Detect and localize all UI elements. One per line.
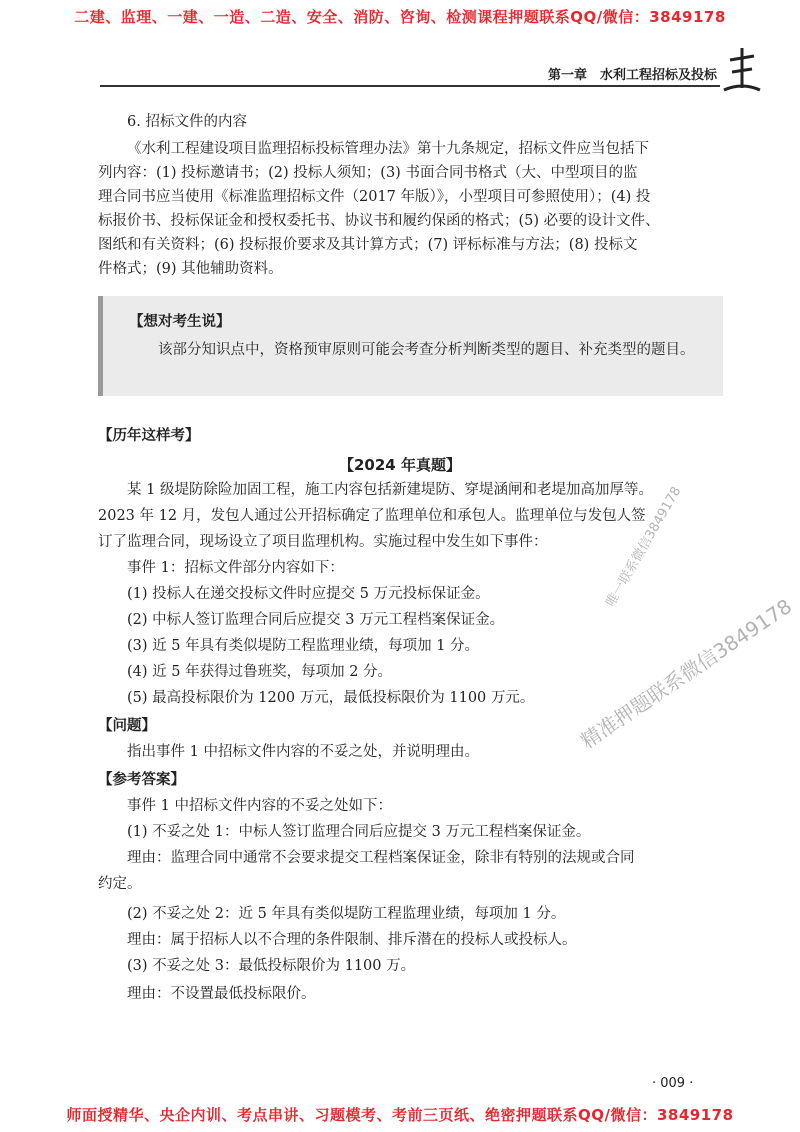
case-line: 2023 年 12 月，发包人通过公开招标确定了监理单位和承包人。监理单位与发包人签 — [98, 508, 646, 524]
section-6-line: 理合同书应当使用《标准监理招标文件（2017 年版）》，小型项目可参照使用）；(4) 投 — [98, 189, 651, 205]
case-line: (5) 最高投标限价为 1200 万元，最低投标限价为 1100 万元。 — [98, 690, 535, 706]
note-box — [98, 296, 723, 396]
section-6 — [98, 110, 718, 281]
answer-line: 理由：监理合同中通常不会要求提交工程档案保证金，除非有特别的法规或合同 — [98, 850, 635, 866]
answer-line: 理由：属于招标人以不合理的条件限制、排斥潜在的投标人或投标人。 — [98, 932, 577, 948]
bottom-promo-banner: 师面授精华、央企内训、考点串讲、习题模考、考前三页纸、绝密押题联系QQ/微信：3849178 — [66, 1106, 734, 1124]
answer-tag: 【参考答案】 — [98, 772, 185, 788]
answer-line: (2) 不妥之处 2：近 5 年具有类似堤防工程监理业绩，每项加 1 分。 — [98, 906, 566, 922]
case-line: (4) 近 5 年获得过鲁班奖，每项加 2 分。 — [98, 664, 393, 680]
case-line: 事件 1：招标文件部分内容如下： — [98, 560, 344, 576]
section-6-line: 《水利工程建设项目监理招标投标管理办法》第十九条规定，招标文件应当包括下 — [127, 141, 649, 157]
exam-title: 【2024 年真题】 — [339, 456, 461, 474]
answer-line: (3) 不妥之处 3：最低投标限价为 1100 万。 — [98, 958, 416, 974]
answer-line: 事件 1 中招标文件内容的不妥之处如下： — [98, 798, 392, 814]
answer-line: 约定。 — [98, 876, 142, 892]
case-line: 某 1 级堤防除险加固工程，施工内容包括新建堤防、穿堤涵闸和老堤加高加厚等。 — [98, 482, 653, 498]
answer-line: (1) 不妥之处 1：中标人签订监理合同后应提交 3 万元工程档案保证金。 — [98, 824, 591, 840]
case-line: 订了监理合同，现场设立了项目监理机构。实施过程中发生如下事件： — [98, 534, 548, 550]
section-6-line: 列内容：(1) 投标邀请书；(2) 投标人须知；(3) 书面合同书格式（大、中型项目的监 — [98, 165, 638, 181]
note-body: 该部分知识点中，资格预审原则可能会考查分析判断类型的题目、补充类型的题目。 — [158, 342, 695, 358]
section-6-line: 标报价书、投标保证金和授权委托书、协议书和履约保函的格式；(5) 必要的设计文件、 — [98, 213, 660, 229]
section-6-line: 图纸和有关资料；(6) 投标报价要求及其计算方式；(7) 评标标准与方法；(8) 投标文 — [98, 237, 638, 253]
watermark-small: 唯一联系微信3849178 — [603, 484, 685, 610]
header-rule — [100, 85, 720, 87]
note-title: 【想对考生说】 — [129, 314, 231, 330]
book-logo-icon — [722, 44, 762, 94]
watermark-large: 精准押题联系微信3849178 — [576, 594, 797, 754]
section-6-heading: 6. 招标文件的内容 — [127, 114, 247, 130]
answer-line: 理由：不设置最低投标限价。 — [98, 986, 316, 1002]
history-tag: 【历年这样考】 — [98, 428, 200, 444]
section-6-line: 件格式；(9) 其他辅助资料。 — [98, 261, 283, 277]
page-number: · 009 · — [652, 1076, 694, 1091]
case-line: (1) 投标人在递交投标文件时应提交 5 万元投标保证金。 — [98, 586, 490, 602]
case-line: (3) 近 5 年具有类似堤防工程监理业绩，每项加 1 分。 — [98, 638, 480, 654]
top-promo-banner: 二建、监理、一建、一造、二造、安全、消防、咨询、检测课程押题联系QQ/微信：3849178 — [74, 8, 726, 26]
chapter-header: 第一章 水利工程招标及投标 — [548, 68, 718, 83]
question-tag: 【问题】 — [98, 718, 156, 734]
question-text: 指出事件 1 中招标文件内容的不妥之处，并说明理由。 — [98, 744, 479, 760]
case-line: (2) 中标人签订监理合同后应提交 3 万元工程档案保证金。 — [98, 612, 505, 628]
